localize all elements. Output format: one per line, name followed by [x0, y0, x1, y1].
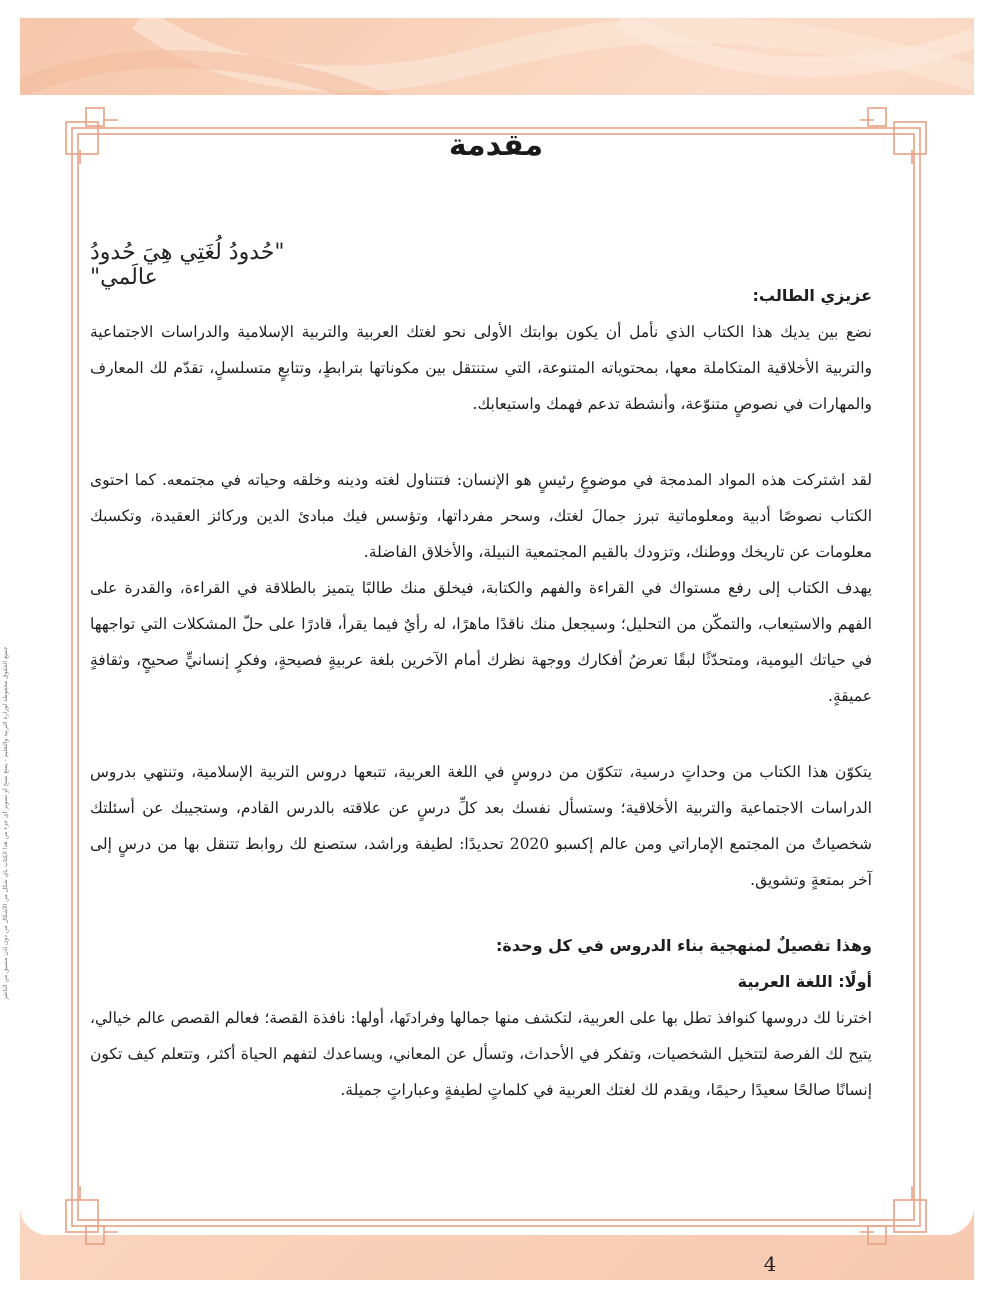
intro-paragraph-2: لقد اشتركت هذه المواد المدمجة في موضوعٍ رئيسٍ هو الإنسان: فتتناول لغته ودينه وخلقه وحياته في مجتمعه. كما احتوى الكتاب نصوصًا أدبية ومعلوماتية تبرز جمالَ لغتك، وسحر مفرداتها، وتؤسس فيك مبادئ الدين وركائز العقيدة، وتكسبك معلومات عن تاريخك ووطنك، وتزودك بالقيم المجتمعية النبيلة، والأخلاق الفاضلة.	[90, 471, 872, 561]
intro-paragraph-1: نضع بين يديك هذا الكتاب الذي نأمل أن يكون بوابتك الأولى نحو لغتك العربية والتربية الإسلامية والدراسات الاجتماعية والتربية الأخلاقية المتكاملة معها، بمحتوياته المتنوعة، التي ستنتقل بين مكوناتها بترابطٍ، وتتابعٍ متسلسلٍ، تقدّم لك المعارف والمهارات في نصوصٍ متنوّعة، وأنشطة تدعم فهمك واستيعابك.	[90, 323, 872, 413]
intro-body	[90, 278, 872, 1108]
quote: "حُدودُ لُغَتِي هِيَ حُدودُ عالَمي"	[90, 240, 285, 290]
method-subheading: أولًا: اللغة العربية	[737, 972, 872, 991]
method-paragraph: اخترنا لك دروسها كنوافذ تطل بها على العربية، لتكشف منها جمالها وفرادتَها، أولها: نافذة القصة؛ فعالم القصص عالم خيالي، يتيح لك الفرصة لتتخيل الشخصيات، وتفكر في الأحداث، وتسأل عن المعاني، ويساعدك لتفهم الحياة أكثر، وتتعلم كيف تكون إنسانًا صالحًا سعيدًا رحيمًا، ويقدم لك لغتك العربية في كلماتٍ لطيفةٍ وعباراتٍ جميلة.	[90, 1009, 872, 1099]
intro-paragraph-3: يهدف الكتاب إلى رفع مستواك في القراءة والفهم والكتابة، فيخلق منك طالبًا يتميز بالطلاقة في القراءة، والقدرة على الفهم والاستيعاب، والتمكّن من التحليل؛ وسيجعل منك ناقدًا ماهرًا، له رأيٌ فيما يقرأ، قادرًا على حلّ المشكلات التي تواجهها في حياتك اليومية، ومتحدّثًا لبقًا تعرضُ أفكارك ووجهة نظرك أمام الآخرين بلغة عربيةٍ فصيحةٍ، وفكرٍ إنسانيٍّ صحيحٍ، وثقافةٍ عميقةٍ.	[90, 579, 872, 705]
intro-paragraph-4: يتكوّن هذا الكتاب من وحداتٍ درسية، تتكوّن من دروسٍ في اللغة العربية، تتبعها دروس التربية الإسلامية، وتنتهي بدروس الدراسات الاجتماعية والتربية الأخلاقية؛ وستسأل نفسك بعد كلِّ درسٍ عن علاقته بالدرس القادم، وستجيبك عن أسئلتك شخصياتٌ من المجتمع الإماراتي ومن عالم إكسبو 2020 تحديدًا: لطيفة وراشد، ستصنع لك روابط تتنقل بها من درسٍ إلى آخر بمتعةٍ وتشويق.	[90, 763, 872, 889]
page-number: 4	[763, 1252, 777, 1276]
copyright-side-note: جميع الحقوق محفوظة لوزارة التربية والتعليم - يمنع نسخ أو تصوير أي جزء من هذا الكتاب بأي شكل من الأشكال من دون إذن مسبق من الناشر	[2, 646, 9, 1000]
method-heading: وهذا تفصيلٌ لمنهجية بناء الدروس في كل وحدة:	[496, 936, 872, 955]
greeting: عزيزي الطالب:	[752, 286, 872, 305]
page-title: مقدمة	[448, 128, 544, 163]
